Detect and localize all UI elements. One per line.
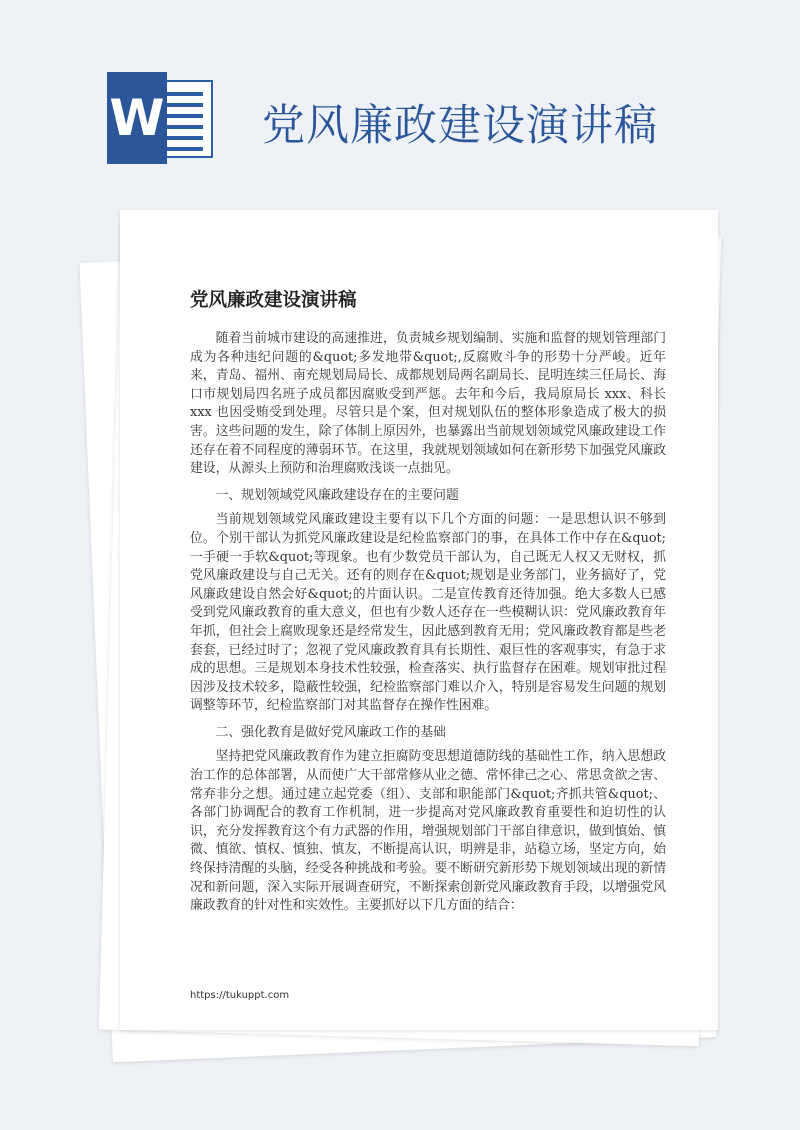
section-heading-2: 二、强化教育是做好党风廉政工作的基础	[215, 724, 446, 740]
footer-url[interactable]: https://tukuppt.com	[190, 990, 290, 1001]
banner-header	[0, 0, 800, 200]
word-document-icon	[107, 72, 219, 164]
banner-title: 党风廉政建设演讲稿	[262, 101, 658, 151]
section-heading-1: 一、规划领域党风廉政建设存在的主要问题	[215, 487, 459, 503]
document-page	[120, 210, 718, 1030]
word-icon-letter: W	[107, 72, 167, 164]
intro-paragraph: 随着当前城市建设的高速推进，负责城乡规划编制、实施和监督的规划管理部门成为各种违纪问题的&quot;多发地带&quot;,反腐败斗争的形势十分严峻。近年来，青岛、福州、南充规划局局长、成都规划局两名副局长、昆明连续三任局长、海口市规划局四名班子成员都因腐败受到严惩。去年和今后，我局原局长 xxx、科长 xxx 也因受贿受到处理。尽管只是个案，但对规划队伍的整体形象造成了极大的损害。这些问题的发生，除了体制上原因外，也暴露出当前规划领域党风廉政建设工作还存在着不同程度的薄弱环节。在这里，我就规划领域如何在新形势下加强党风廉政建设，从源头上预防和治理腐败浅谈一点拙见。	[190, 331, 666, 477]
document-body	[190, 330, 666, 924]
section-1-paragraph: 当前规划领域党风廉政建设主要有以下几个方面的问题：一是思想认识不够到位。个别干部认为抓党风廉政建设是纪检监察部门的事，在具体工作中存在&quot;一手硬一手软&quot;等现象。也有少数党员干部认为，自己既无人权又无财权，抓党风廉政建设与自己无关。还有的则存在&quot;规划是业务部门，业务搞好了，党风廉政建设自然会好&quot;的片面认识。二是宣传教育还待加强。绝大多数人已感受到党风廉政教育的重大意义，但也有少数人还存在一些模糊认识：党风廉政教育年年抓，但社会上腐败现象还是经常发生，因此感到教育无用；党风廉政教育都是些老套套，已经过时了；忽视了党风廉政教育具有长期性、艰巨性的客观事实，有急于求成的思想。三是规划本身技术性较强，检查落实、执行监督存在困难。规划审批过程因涉及技术较多，隐蔽性较强，纪检监察部门难以介入，特别是容易发生问题的规划调整等环节，纪检监察部门对其监督存在操作性困难。	[190, 512, 666, 714]
document-title: 党风廉政建设演讲稿	[190, 290, 357, 311]
section-2-paragraph: 坚持把党风廉政教育作为建立拒腐防变思想道德防线的基础性工作，纳入思想政治工作的总体部署，从而使广大干部常修从业之德、常怀律己之心、常思贪欲之害、常弃非分之想。通过建立起党委（组）、支部和职能部门&quot;齐抓共管&quot;、各部门协调配合的教育工作机制，进一步提高对党风廉政教育重要性和迫切性的认识，充分发挥教育这个有力武器的作用，增强规划部门干部自律意识，做到慎始、慎微、慎欲、慎权、慎独、慎友，不断提高认识，明辨是非，站稳立场，坚定方向，始终保持清醒的头脑，经受各种挑战和考验。要不断研究新形势下规划领域出现的新情况和新问题，深入实际开展调查研究，不断探索创新党风廉政教育手段，以增强党风廉政教育的针对性和实效性。主要抓好以下几方面的结合：	[190, 749, 666, 914]
